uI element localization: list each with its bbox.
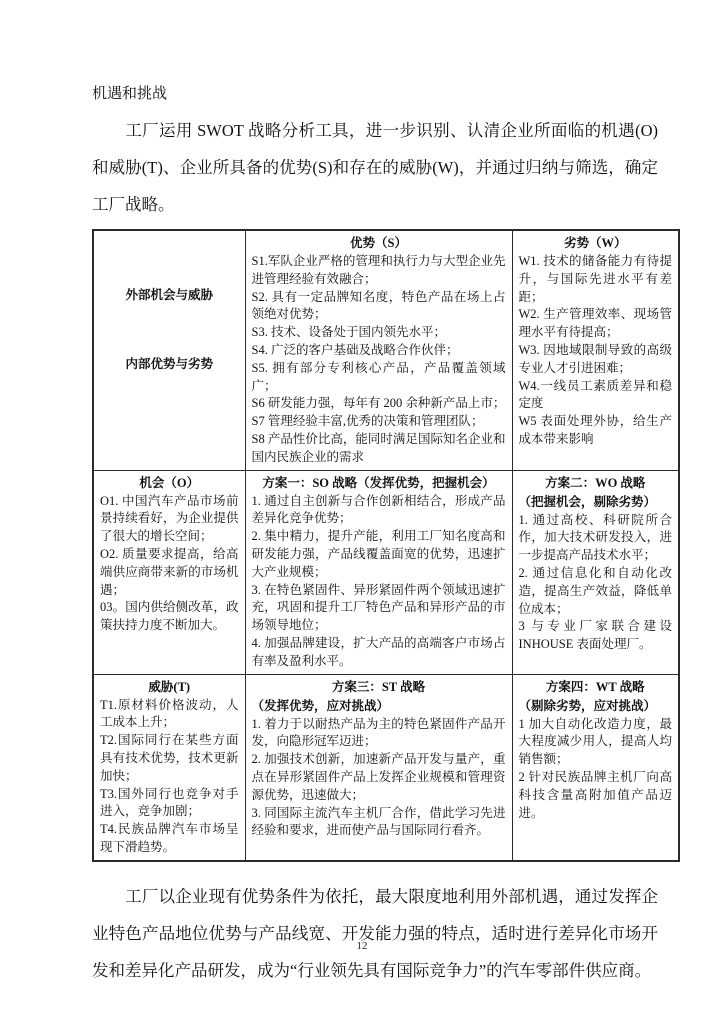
list-item: W2. 生产管理效率、现场管理水平有待提高； <box>518 307 672 340</box>
list-item: 2. 集中精力，提升产能，利用工厂知名度高和研发能力强，产品线覆盖面宽的优势，迅速扩大产业规模； <box>251 529 506 579</box>
so-strategy-cell <box>245 470 512 674</box>
axis-labels <box>100 234 239 439</box>
list-item: T2.国际同行在某些方面具有技术优势，技术更新加快； <box>100 733 239 783</box>
strengths-title: 优势（S） <box>350 236 407 250</box>
list-item: T1.原材料价格波动，人工成本上升； <box>100 697 239 730</box>
list-item: S6 研发能力强，每年有 200 余种新产品上市； <box>251 396 506 411</box>
wt-strategy-subtitle: （剔除劣势，应对挑战） <box>518 698 657 713</box>
wt-strategy-list <box>519 716 673 823</box>
list-item: S3. 技术、设备处于国内领先水平； <box>251 325 446 340</box>
list-item: W5 表面处理外协，给生产成本带来影响 <box>518 414 672 446</box>
list-item: O2. 质量要求提高，给高端供应商带来新的市场机遇； <box>100 546 239 597</box>
list-item: 4. 加强品牌建设，扩大产品的高端客户市场占有率及盈利水平。 <box>251 635 506 668</box>
weaknesses-title: 劣势（W） <box>563 236 627 250</box>
st-strategy-list <box>252 716 506 841</box>
opportunities-cell <box>93 470 245 674</box>
opportunities-list <box>100 493 239 635</box>
list-item: 1. 通过高校、科研院所合作，加大技术研发投入，进一步提高产品技术水平； <box>518 512 672 563</box>
list-item: T4.民族品牌汽车市场呈现下滑趋势。 <box>100 822 239 854</box>
st-strategy-subtitle: （发挥优势，应对挑战） <box>251 698 390 713</box>
list-item: 3. 同国际主流汽车主机厂合作，借此学习先进经验和要求，进而使产品与国际同行看齐。 <box>251 805 506 838</box>
swot-matrix-table <box>92 229 680 862</box>
list-item: S2. 具有一定品牌知名度，特色产品在场上占领绝对优势； <box>251 289 506 322</box>
list-item: 2. 加强技术创新，加速新产品开发与量产，重点在异形紧固件产品上发挥企业规模和管理资源优势，迅速做大； <box>251 752 506 802</box>
list-item: 1. 着力于以耐热产品为主的特色紧固件产品开发，向隐形冠军迈进； <box>251 716 506 749</box>
page-number: 12 <box>356 940 368 952</box>
matrix-corner-cell <box>93 230 245 470</box>
list-item: W3. 因地域限制导致的高级专业人才引进困难； <box>518 342 672 375</box>
list-item: 1. 通过自主创新与合作创新相结合，形成产品差异化竞争优势； <box>251 493 506 526</box>
weaknesses-cell <box>512 230 679 470</box>
list-item: 3 与专业厂家联合建设 INHOUSE 表面处理厂。 <box>518 619 672 652</box>
list-item: O1. 中国汽车产品市场前景持续看好，为企业提供了很大的增长空间； <box>100 493 239 544</box>
axis-external-label: 外部机会与威胁 <box>125 288 213 303</box>
threats-cell <box>93 674 245 861</box>
axis-internal-label: 内部优势与劣势 <box>125 356 213 371</box>
list-item: S5. 拥有部分专利核心产品，产品覆盖领域广； <box>251 360 506 393</box>
list-item: W4.一线员工素质差异和稳定度 <box>518 378 672 411</box>
wo-strategy-subtitle: （把握机会，剔除劣势） <box>518 494 657 509</box>
so-strategy-title: 方案一：SO 战略（发挥优势，把握机会） <box>262 475 495 490</box>
strengths-cell <box>245 230 512 470</box>
so-strategy-list <box>252 493 506 671</box>
wo-strategy-list <box>519 512 673 654</box>
opportunities-title: 机会（O） <box>139 475 200 490</box>
wo-strategy-cell <box>512 470 679 674</box>
st-strategy-cell <box>245 674 512 861</box>
list-item: 1 加大自动化改造力度，最大程度减少用人，提高人均销售额； <box>518 716 672 767</box>
threats-title: 威胁(T) <box>148 679 191 694</box>
wo-strategy-title: 方案二：WO 战略 <box>545 475 646 490</box>
list-item: S1.军队企业严格的管理和执行力与大型企业先进管理经验有效融合； <box>251 254 506 286</box>
table-row <box>93 230 679 470</box>
table-row <box>93 470 679 674</box>
threats-list <box>100 697 239 857</box>
list-item: S8 产品性价比高，能同时满足国际知名企业和国内民族企业的需求 <box>251 431 506 464</box>
intro-text: 工厂运用 SWOT 战略分析工具，进一步识别、认清企业所面临的机遇(O)和威胁(T)、企业所具备的优势(S)和存在的威胁(W)，并通过归纳与筛选，确定工厂战略。 <box>92 121 658 214</box>
table-row <box>93 674 679 861</box>
list-item: 2 针对民族品牌主机厂向高科技含量高附加值产品迈进。 <box>518 769 672 820</box>
st-strategy-title: 方案三：ST 战略 <box>331 679 426 694</box>
closing-paragraph <box>92 878 658 989</box>
closing-text: 工厂以企业现有优势条件为依托，最大限度地利用外部机遇，通过发挥企业特色产品地位优势与产品线宽、开发能力强的特点，适时进行差异化市场开发和差异化产品研发，成为“行业领先具有国际竞争力”的汽车零部件供应商。 <box>92 886 658 980</box>
list-item: S4. 广泛的客户基础及战略合作伙伴； <box>251 342 459 357</box>
list-item: T3.国外同行也竞争对手进入，竞争加剧； <box>100 786 239 819</box>
list-item: 2. 通过信息化和自动化改造，提高生产效益，降低单位成本； <box>518 565 672 616</box>
wt-strategy-cell <box>512 674 679 861</box>
weaknesses-list <box>519 253 673 449</box>
list-item: S7 管理经验丰富,优秀的决策和管理团队； <box>251 414 484 429</box>
list-item: W1. 技术的储备能力有待提升，与国际先进水平有差距； <box>518 254 672 304</box>
section-heading: 机遇和挑战 <box>92 86 168 102</box>
wt-strategy-title: 方案四：WT 战略 <box>545 679 645 694</box>
strengths-list <box>252 253 506 467</box>
intro-paragraph <box>92 112 658 223</box>
list-item: 03。国内供给侧改革，政策扶持力度不断加大。 <box>100 600 239 633</box>
list-item: 3. 在特色紧固件、异形紧固件两个领域迅速扩充，巩固和提升工厂特色产品和异形产品的市场领导地位； <box>251 582 506 633</box>
